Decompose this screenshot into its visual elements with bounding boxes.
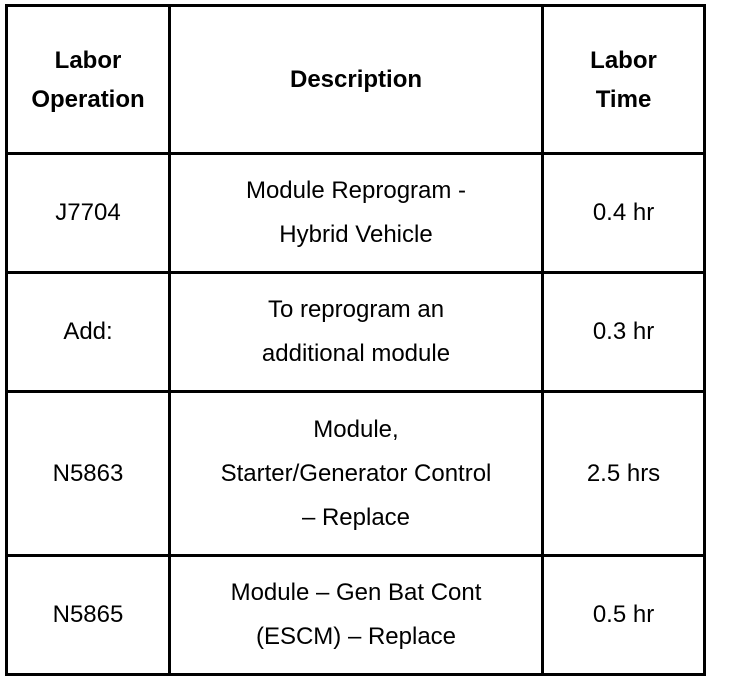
description-line: Module Reprogram - bbox=[245, 177, 467, 204]
description-line: additional module bbox=[261, 340, 451, 367]
header-description bbox=[170, 6, 543, 154]
header-labor-operation bbox=[7, 6, 170, 154]
cell-operation: N5865 bbox=[7, 556, 170, 675]
table-row bbox=[7, 556, 705, 675]
description-line: Hybrid Vehicle bbox=[279, 221, 433, 248]
cell-operation: J7704 bbox=[7, 154, 170, 273]
cell-time: 0.5 hr bbox=[543, 556, 705, 675]
labor-time-table bbox=[5, 4, 706, 676]
description-line: (ESCM) – Replace bbox=[255, 623, 457, 650]
cell-description bbox=[170, 273, 543, 392]
header-text-line: Labor bbox=[54, 46, 122, 74]
cell-operation: N5863 bbox=[7, 392, 170, 556]
table-row bbox=[7, 392, 705, 556]
header-text-line: Time bbox=[595, 85, 652, 113]
cell-description bbox=[170, 154, 543, 273]
description-line: Module – Gen Bat Cont bbox=[230, 579, 482, 606]
header-text-line: Description bbox=[289, 66, 423, 93]
header-labor-time bbox=[543, 6, 705, 154]
cell-description bbox=[170, 556, 543, 675]
cell-time: 2.5 hrs bbox=[543, 392, 705, 556]
cell-time: 0.3 hr bbox=[543, 273, 705, 392]
table-header-row bbox=[7, 6, 705, 154]
description-line: Starter/Generator Control bbox=[220, 459, 492, 487]
table-row bbox=[7, 154, 705, 273]
cell-time: 0.4 hr bbox=[543, 154, 705, 273]
header-text-line: Operation bbox=[31, 85, 145, 113]
header-text-line: Labor bbox=[590, 46, 657, 74]
description-line: – Replace bbox=[301, 503, 411, 531]
description-line: To reprogram an bbox=[267, 296, 445, 323]
cell-description bbox=[170, 392, 543, 556]
table-row bbox=[7, 273, 705, 392]
description-line: Module, bbox=[313, 415, 399, 443]
cell-operation: Add: bbox=[7, 273, 170, 392]
